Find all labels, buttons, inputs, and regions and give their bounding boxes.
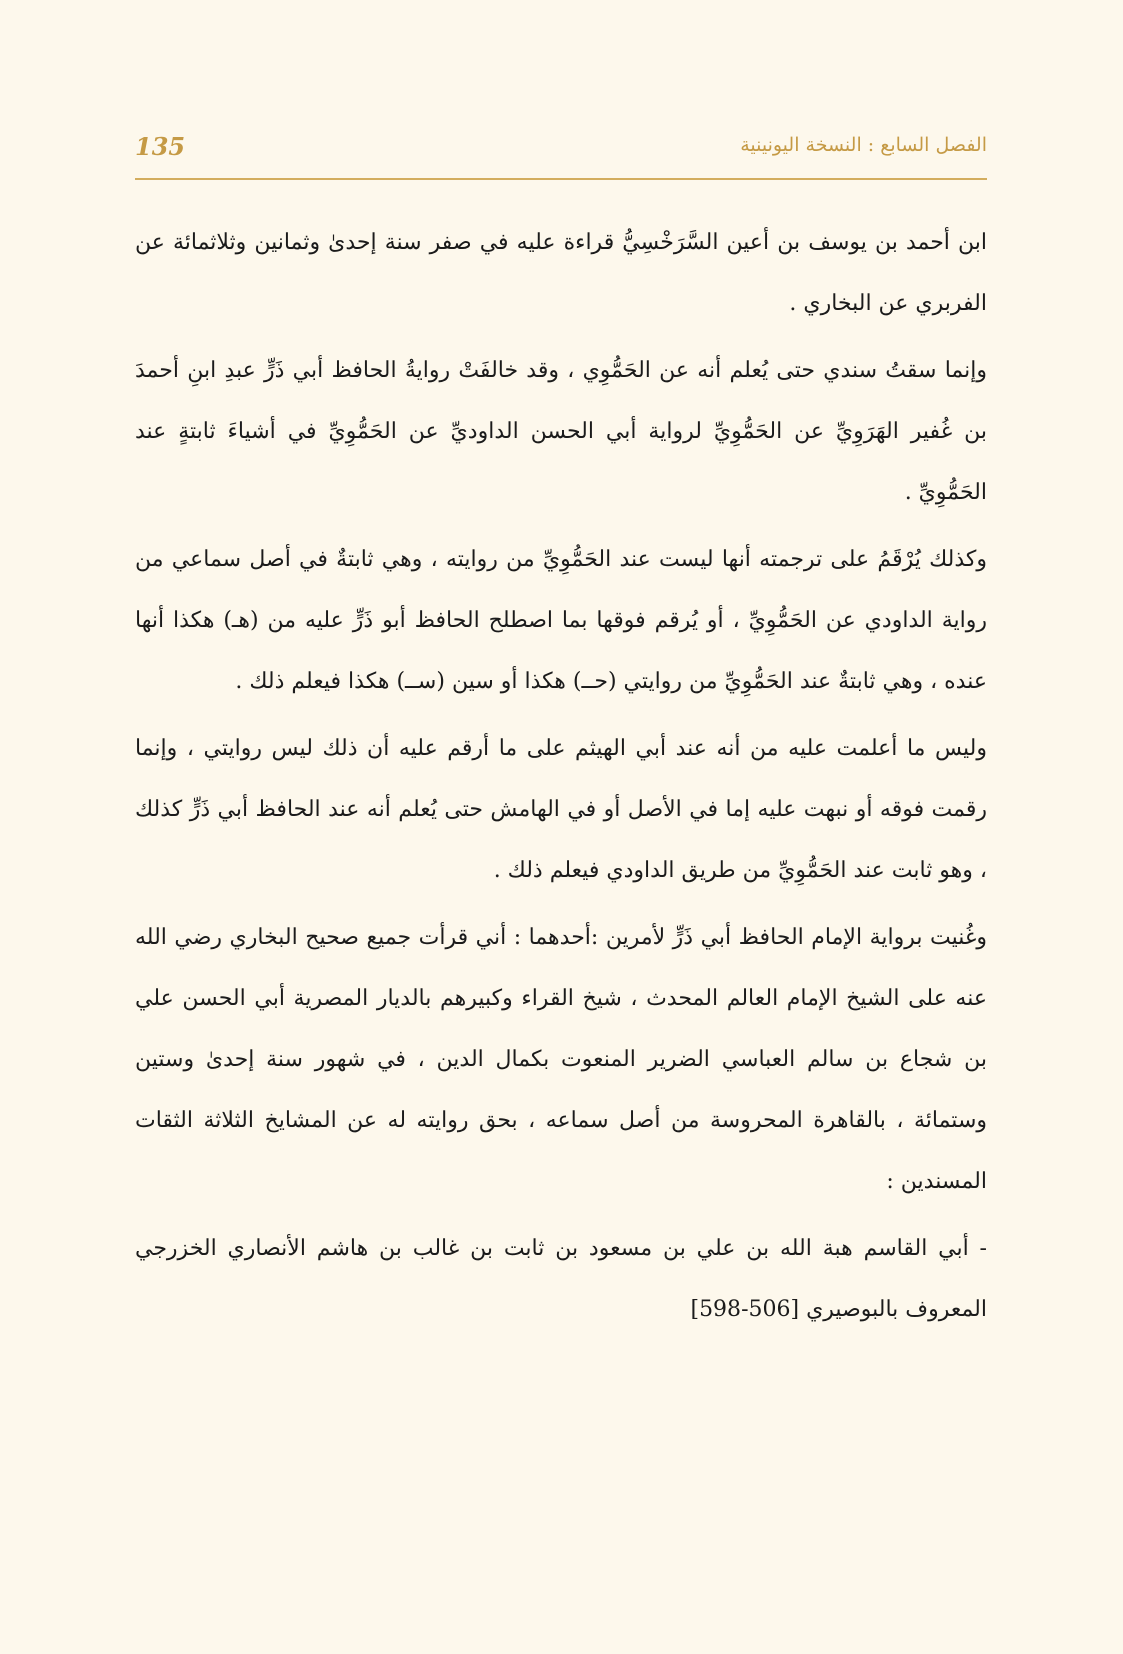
- paragraph-3: وكذلك يُرْقَمُ على ترجمته أنها ليست عند الحَمُّوِيِّ من روايته ، وهي ثابتةٌ في أصل سماعي من رواية الداودي عن الحَمُّوِيِّ ، أو يُرقم فوقها بما اصطلح الحافظ أبو ذَرٍّ عليه من (هـ) هكذا أنها عنده ، وهي ثابتةٌ عند الحَمُّوِيِّ من روايتي (حــ) هكذا أو سين (ســ) هكذا فيعلم ذلك .: [135, 547, 987, 694]
- paragraph-5: وغُنيت برواية الإمام الحافظ أبي ذَرٍّ لأمرين :أحدهما : أني قرأت جميع صحيح البخاري رضي الله عنه على الشيخ الإمام العالم المحدث ، شيخ القراء وكبيرهم بالديار المصرية أبي الحسن علي بن شجاع بن سالم العباسي الضرير المنعوت بكمال الدين ، في شهور سنة إحدىٰ وستين وستمائة ، بالقاهرة المحروسة من أصل سماعه ، بحق روايته له عن المشايخ الثلاثة الثقات المسندين :: [135, 925, 987, 1194]
- running-header: [135, 132, 987, 172]
- header-divider: [135, 178, 987, 180]
- paragraph-1: ابن أحمد بن يوسف بن أعين السَّرَخْسِيُّ قراءة عليه في صفر سنة إحدىٰ وثمانين وثلاثمائة عن الفربري عن البخاري .: [135, 230, 987, 316]
- paragraph-4: وليس ما أعلمت عليه من أنه عند أبي الهيثم على ما أرقم عليه أن ذلك ليس روايتي ، وإنما رقمت فوقه أو نبهت عليه إما في الأصل أو في الهامش حتى يُعلم أنه عند الحافظ أبي ذَرٍّ كذلك ، وهو ثابت عند الحَمُّوِيِّ من طريق الداودي فيعلم ذلك .: [135, 736, 987, 883]
- paragraph-2: وإنما سقتُ سندي حتى يُعلم أنه عن الحَمُّوِي ، وقد خالفَتْ روايةُ الحافظ أبي ذَرٍّ عبدِ ابنِ أحمدَ بن غُفير الهَرَوِيِّ عن الحَمُّوِيِّ لرواية أبي الحسن الداوديِّ عن الحَمُّوِيِّ في أشياءَ ثابتةٍ عند الحَمُّوِيِّ .: [135, 358, 987, 505]
- paragraph-6: - أبي القاسم هبة الله بن علي بن مسعود بن ثابت بن غالب بن هاشم الأنصاري الخزرجي المعروف بالبوصيري [506-598]: [135, 1236, 987, 1322]
- body-text: [135, 212, 987, 1346]
- chapter-title: الفصل السابع : النسخة اليونينية: [740, 134, 987, 156]
- page-number: 135: [135, 132, 186, 161]
